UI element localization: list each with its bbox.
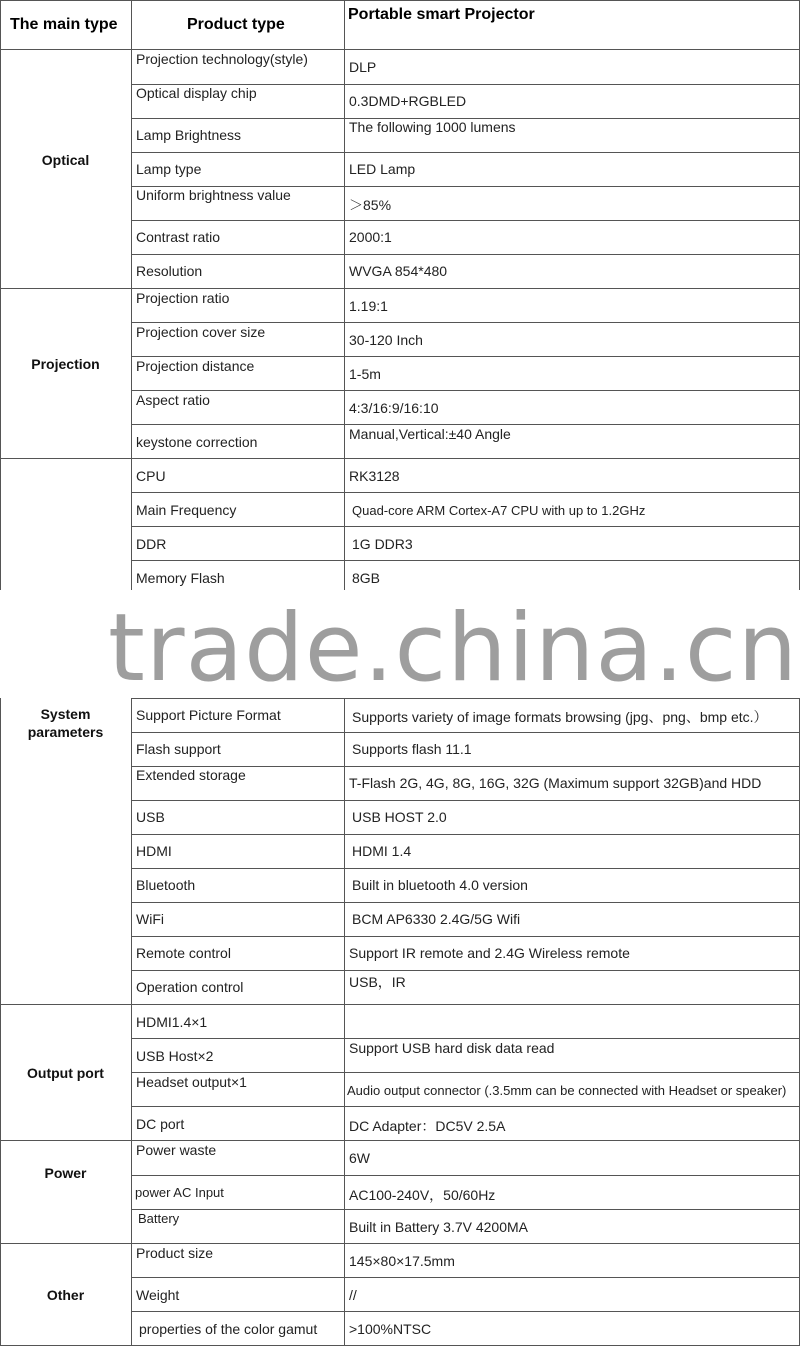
row-value: USB HOST 2.0 [352, 809, 447, 825]
row-line [131, 152, 800, 153]
section-line-projection [0, 458, 800, 459]
row-line [131, 356, 800, 357]
row-value: Support USB hard disk data read [349, 1040, 555, 1056]
row-value: DLP [349, 59, 377, 75]
header-product-type: Product type [187, 16, 285, 33]
row-value: USB，IR [349, 974, 406, 990]
row-label: power AC Input [135, 1185, 224, 1200]
row-line [131, 492, 800, 493]
row-label: Aspect ratio [136, 392, 210, 408]
row-label: DDR [136, 536, 167, 552]
row-label: Optical display chip [136, 85, 257, 101]
row-label: keystone correction [136, 434, 258, 450]
row-label: USB Host×2 [136, 1048, 214, 1064]
row-label: Extended storage [136, 767, 246, 783]
row-line [131, 902, 800, 903]
row-value: Manual,Vertical:±40 Angle [349, 426, 511, 442]
row-value: AC100-240V，50/60Hz [349, 1187, 496, 1203]
frame-top-line [0, 0, 800, 1]
row-label: Resolution [136, 263, 203, 279]
header-main-type: The main type [10, 16, 118, 33]
row-label: Battery [138, 1211, 180, 1226]
row-label: Headset output×1 [136, 1074, 247, 1090]
header-bottom-line [0, 49, 800, 50]
row-label: HDMI [136, 843, 172, 859]
row-line [131, 526, 800, 527]
row-value: T-Flash 2G, 4G, 8G, 16G, 32G (Maximum support 32GB)and HDD [349, 775, 762, 791]
row-line [131, 936, 800, 937]
category-other: Other [46, 1287, 85, 1303]
row-line [131, 560, 800, 561]
row-label: Lamp Brightness [136, 127, 242, 143]
row-value: RK3128 [349, 468, 400, 484]
row-line [131, 834, 800, 835]
row-value: 6W [349, 1150, 370, 1166]
row-value: DC Adapter：DC5V 2.5A [349, 1118, 506, 1134]
row-line [131, 220, 800, 221]
watermark-text: trade.china.cn [108, 594, 799, 703]
row-value: 145×80×17.5mm [349, 1253, 455, 1269]
row-value: Built in Battery 3.7V 4200MA [349, 1219, 528, 1235]
header-product-name: Portable smart Projector [348, 6, 535, 23]
row-line [131, 732, 800, 733]
row-label: Remote control [136, 945, 231, 961]
row-line [131, 800, 800, 801]
section-line-output [0, 1140, 800, 1141]
row-label: CPU [136, 468, 166, 484]
row-value: Support IR remote and 2.4G Wireless remote [349, 945, 630, 961]
section-line-optical [0, 288, 800, 289]
row-line [131, 1209, 800, 1210]
row-label: Projection cover size [136, 324, 266, 340]
row-line [131, 390, 800, 391]
row-label: Weight [136, 1287, 180, 1303]
row-label: WiFi [136, 911, 164, 927]
row-value: HDMI 1.4 [352, 843, 412, 859]
row-value: WVGA 854*480 [349, 263, 448, 279]
row-label: Power waste [136, 1142, 217, 1158]
row-line [131, 1038, 800, 1039]
category-projection: Projection [31, 356, 100, 372]
row-label: Projection distance [136, 358, 255, 374]
row-value: Supports variety of image formats browsing (jpg、png、bmp etc.） [352, 709, 768, 725]
row-line [131, 1106, 800, 1107]
category-optical: Optical [41, 152, 90, 168]
row-label: USB [136, 809, 165, 825]
row-value: >100%NTSC [349, 1321, 432, 1337]
row-value: 4:3/16:9/16:10 [349, 400, 439, 416]
row-line [131, 1277, 800, 1278]
row-line [131, 1072, 800, 1073]
row-line [131, 1175, 800, 1176]
row-value: 8GB [352, 570, 381, 586]
category-system-line1: System [40, 706, 91, 722]
row-label: properties of the color gamut [139, 1321, 318, 1337]
row-value: 30-120 Inch [349, 332, 423, 348]
category-output-port: Output port [27, 1065, 104, 1081]
row-value: Supports flash 11.1 [352, 741, 472, 757]
row-line [131, 322, 800, 323]
row-value: 0.3DMD+RGBLED [349, 93, 467, 109]
row-label: Projection technology(style) [136, 51, 308, 67]
row-label: Bluetooth [136, 877, 196, 893]
row-value: ＞85% [349, 197, 392, 213]
row-label: Contrast ratio [136, 229, 221, 245]
row-value: 1.19:1 [349, 298, 388, 314]
row-label: Lamp type [136, 161, 202, 177]
row-label: Product size [136, 1245, 214, 1261]
row-value: Quad-core ARM Cortex-A7 CPU with up to 1.2GHz [352, 503, 646, 518]
row-label: Support Picture Format [136, 707, 281, 723]
row-label: Projection ratio [136, 290, 230, 306]
row-line [131, 424, 800, 425]
row-value: Built in bluetooth 4.0 version [352, 877, 528, 893]
row-label: Main Frequency [136, 502, 237, 518]
row-line [131, 254, 800, 255]
category-power: Power [44, 1165, 87, 1181]
row-line [131, 970, 800, 971]
row-label: HDMI1.4×1 [136, 1014, 208, 1030]
row-label: Memory Flash [136, 570, 225, 586]
category-system-line2: parameters [27, 724, 104, 740]
section-line-system [0, 1004, 800, 1005]
row-label: Operation control [136, 979, 244, 995]
row-line [131, 1311, 800, 1312]
row-value: // [349, 1287, 357, 1303]
row-value: Audio output connector (.3.5mm can be connected with Headset or speaker) [347, 1083, 787, 1098]
row-value: 2000:1 [349, 229, 392, 245]
row-line [131, 868, 800, 869]
row-value: LED Lamp [349, 161, 416, 177]
row-value: 1-5m [349, 366, 381, 382]
section-line-power [0, 1243, 800, 1244]
row-label: Uniform brightness value [136, 187, 291, 203]
row-value: The following 1000 lumens [349, 119, 516, 135]
row-label: Flash support [136, 741, 221, 757]
row-value: 1G DDR3 [352, 536, 413, 552]
row-value: BCM AP6330 2.4G/5G Wifi [352, 911, 521, 927]
row-label: DC port [136, 1116, 185, 1132]
